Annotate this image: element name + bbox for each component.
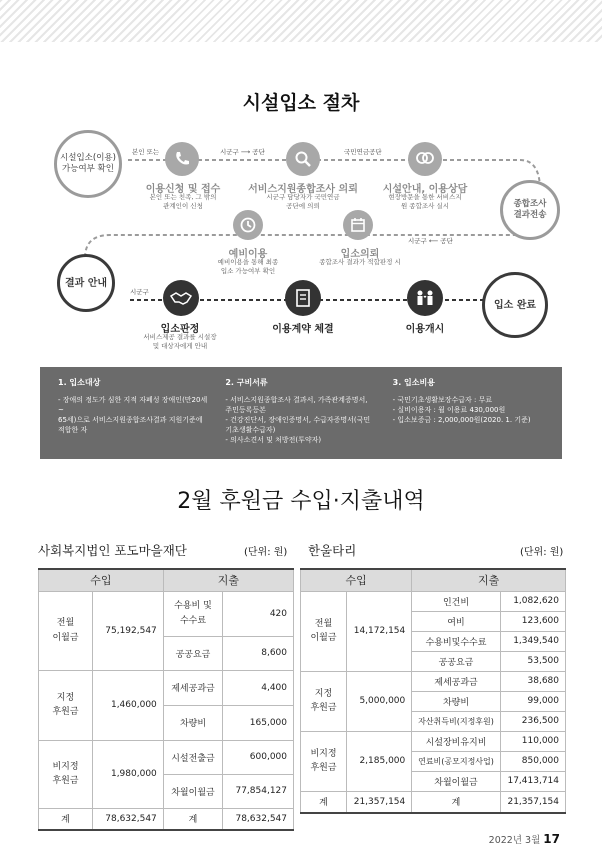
left-item-label: 차량비 — [163, 705, 222, 740]
step-consult-desc: 현장방문을 통한 서비스지 원 종합조사 실시 — [388, 193, 462, 210]
right-item-value: 1,349,540 — [500, 631, 565, 651]
step-apply-desc: 본인 또는 친족, 그 밖의 관계인이 신청 — [149, 193, 217, 210]
contract-icon — [285, 280, 321, 316]
left-table-unit: (단위: 원) — [244, 547, 288, 558]
left-group-amount: 75,192,547 — [93, 591, 164, 670]
right-finance-table — [300, 568, 566, 814]
left-group-name: 비지정 후원금 — [39, 740, 93, 808]
footer-date: 2022년 3월 — [488, 835, 541, 846]
right-item-label: 공공요금 — [412, 651, 500, 671]
donation-section-title: 2월 후원금 수입·지출내역 — [177, 489, 425, 514]
step-consult-title: 시설안내, 이용상담 — [382, 184, 468, 195]
label-sigungu-to-center: 시군구 ⟶ 공단 — [220, 148, 265, 156]
right-item-value: 38,680 — [500, 671, 565, 691]
left-total-label: 계 — [39, 808, 93, 830]
right-total-out-label: 계 — [412, 791, 500, 813]
right-item-label: 연료비(공모지정사업) — [412, 751, 500, 771]
right-item-label: 차량비 — [412, 691, 500, 711]
right-total-income: 21,357,154 — [347, 791, 412, 813]
left-group-amount: 1,460,000 — [93, 670, 164, 740]
left-group-name: 전월 이월금 — [39, 591, 93, 670]
step-request-title: 서비스지원종합조사 의뢰 — [248, 184, 358, 195]
info-target — [50, 377, 217, 449]
left-group-name: 지정 후원금 — [39, 670, 93, 740]
step-decision-desc: 서비스제공 결과를 시설장 및 대상자에게 안내 — [143, 333, 217, 350]
right-expense-header: 지출 — [412, 569, 566, 591]
node-result-notice: 결과 안내 — [57, 254, 115, 312]
right-item-label: 자산취득비(지정후원) — [412, 711, 500, 731]
info-documents-body: - 서비스지원종합조사 결과서, 가족관계증명서, 주민등록등본 - 건강진단서, 장애인증명서, 수급자증명서(국민 기초생활수급자) - 의사소견서 및 처방전(투약자) — [225, 395, 371, 445]
info-cost — [385, 377, 552, 449]
right-item-label: 제세공과금 — [412, 671, 500, 691]
step-trial-desc: 예비이용을 통해 최종 입소 가능여부 확인 — [217, 258, 279, 275]
left-group-amount: 1,980,000 — [93, 740, 164, 808]
right-total-expense: 21,357,154 — [500, 791, 565, 813]
info-documents-heading: 2. 구비서류 — [225, 378, 268, 387]
node-eligibility-check: 시설입소(이용) 가능여부 확인 — [54, 130, 122, 198]
right-total-label: 계 — [301, 791, 347, 813]
step-apply-title: 이용신청 및 접수 — [145, 184, 221, 195]
right-group-amount: 14,172,154 — [347, 591, 412, 671]
right-item-value: 53,500 — [500, 651, 565, 671]
step-request-desc: 시군구 담당자가 국민연금 공단에 의뢰 — [266, 193, 340, 210]
node-admission-complete: 입소 완료 — [482, 272, 548, 338]
left-item-value: 8,600 — [223, 636, 294, 670]
left-total-income: 78,632,547 — [93, 808, 164, 830]
right-item-value: 236,500 — [500, 711, 565, 731]
step-referral-title: 입소의뢰 — [340, 249, 380, 260]
handshake-icon — [163, 280, 199, 316]
step-contract-title: 이용계약 체결 — [272, 324, 334, 335]
right-item-label: 여비 — [412, 611, 500, 631]
label-sigungu: 시군구 — [130, 288, 149, 296]
left-item-label: 공공요금 — [163, 636, 222, 670]
admission-info-box — [40, 367, 562, 459]
page-number: 17 — [543, 832, 560, 846]
clock-icon — [233, 210, 263, 240]
step-trial-title: 예비이용 — [228, 249, 268, 260]
right-item-label: 수용비및수수료 — [412, 631, 500, 651]
right-group-name: 지정 후원금 — [301, 671, 347, 731]
right-item-label: 시설장비유지비 — [412, 731, 500, 751]
right-group-amount: 2,185,000 — [347, 731, 412, 791]
search-icon — [286, 142, 320, 176]
right-table-title: 한울타리 — [308, 543, 357, 558]
procedure-title: 시설입소 절차 — [242, 92, 360, 114]
left-item-value: 165,000 — [223, 705, 294, 740]
right-item-value: 850,000 — [500, 751, 565, 771]
left-total-expense: 78,632,547 — [223, 808, 294, 830]
node-review-result: 종합조사 결과전송 — [500, 180, 560, 240]
right-item-label: 차월이월금 — [412, 771, 500, 791]
info-cost-body: - 국민기초생활보장수급자 : 무료 - 실비이용자 : 월 이용료 430,000원 - 입소보증금 : 2,000,000원(2020. 1. 기준) — [392, 395, 531, 424]
left-item-value: 600,000 — [223, 740, 294, 774]
step-start-title: 이용개시 — [405, 324, 445, 335]
left-item-label: 차월이월금 — [163, 774, 222, 808]
info-documents — [217, 377, 384, 449]
info-target-heading: 1. 입소대상 — [58, 378, 101, 387]
consult-icon — [408, 142, 442, 176]
left-finance-table — [38, 568, 294, 831]
family-icon — [407, 280, 443, 316]
right-item-value: 99,000 — [500, 691, 565, 711]
left-income-header: 수입 — [39, 569, 164, 591]
right-item-label: 인건비 — [412, 591, 500, 611]
right-group-name: 전월 이월금 — [301, 591, 347, 671]
step-referral-desc: 종합조사 결과가 적합판정 시 — [319, 258, 401, 266]
left-expense-header: 지출 — [163, 569, 293, 591]
info-cost-heading: 3. 입소비용 — [392, 378, 435, 387]
left-item-label: 수용비 및 수수료 — [163, 591, 222, 636]
step-decision-title: 입소판정 — [160, 324, 200, 335]
label-nps: 국민연금공단 — [344, 148, 382, 156]
calendar-icon — [343, 210, 373, 240]
right-item-value: 110,000 — [500, 731, 565, 751]
right-income-header: 수입 — [301, 569, 412, 591]
left-item-value: 77,854,127 — [223, 774, 294, 808]
left-table-title: 사회복지법인 포도마을재단 — [38, 543, 187, 558]
phone-icon — [165, 142, 199, 176]
right-item-value: 123,600 — [500, 611, 565, 631]
left-item-value: 420 — [223, 591, 294, 636]
right-group-amount: 5,000,000 — [347, 671, 412, 731]
info-target-body: - 장애의 정도가 심한 지적 자폐성 장애인(만20세~ 65세)으로 서비스지원종합조사결과 지원기준에 적합한 자 — [58, 395, 208, 435]
right-item-value: 1,082,620 — [500, 591, 565, 611]
left-item-label: 제세공과금 — [163, 670, 222, 705]
right-group-name: 비지정 후원금 — [301, 731, 347, 791]
left-item-label: 시설전출금 — [163, 740, 222, 774]
page-footer — [489, 832, 560, 846]
right-table-unit: (단위: 원) — [520, 547, 564, 558]
left-total-out-label: 계 — [163, 808, 222, 830]
left-item-value: 4,400 — [223, 670, 294, 705]
right-item-value: 17,413,714 — [500, 771, 565, 791]
label-center-to-sigungu: 시군구 ⟵ 공단 — [408, 237, 453, 245]
label-applicant: 본인 또는 — [132, 148, 160, 156]
